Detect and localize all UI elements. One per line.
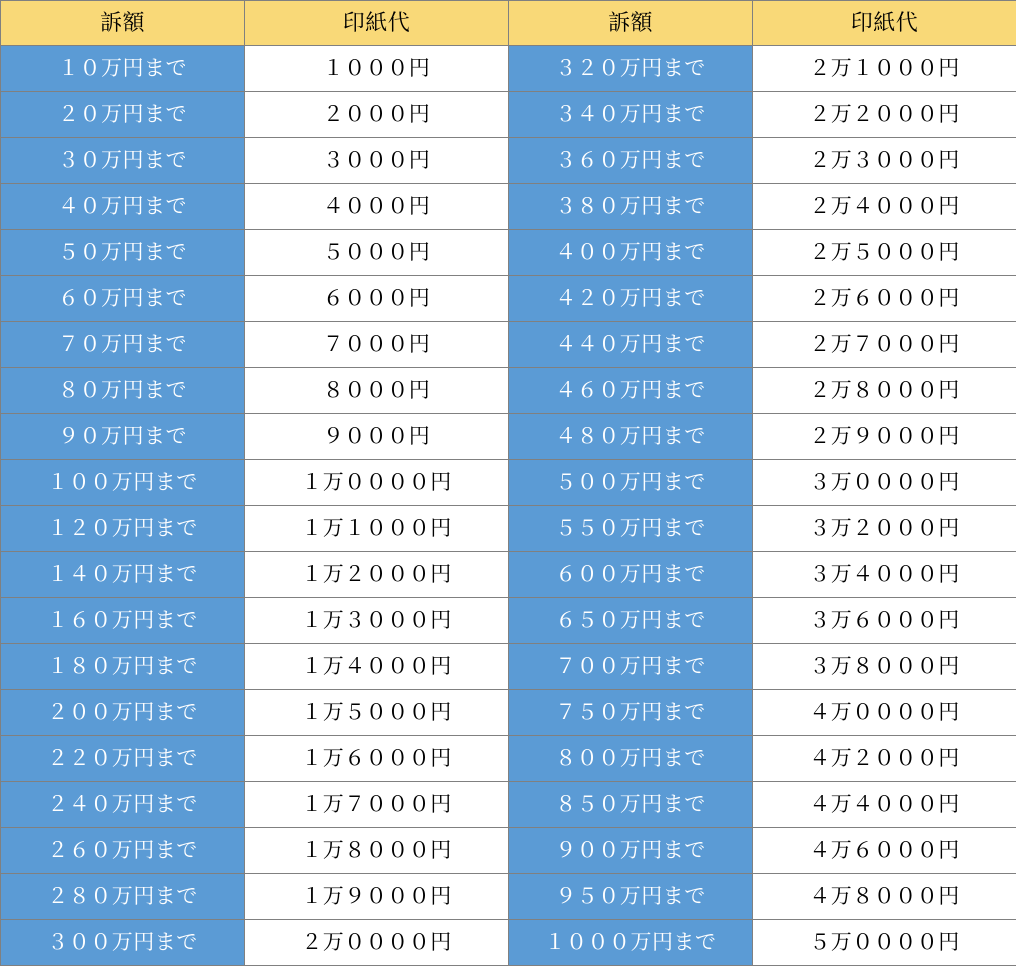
cell-amount-left: １００万円まで	[1, 460, 245, 506]
cell-fee-left: ３０００円	[245, 138, 509, 184]
cell-amount-right: ９００万円まで	[509, 828, 753, 874]
cell-amount-left: ３０万円まで	[1, 138, 245, 184]
cell-amount-right: １０００万円まで	[509, 920, 753, 966]
cell-fee-right: ２万９０００円	[753, 414, 1016, 460]
cell-fee-right: ４万６０００円	[753, 828, 1016, 874]
cell-amount-right: ５５０万円まで	[509, 506, 753, 552]
table-row	[1, 644, 1016, 690]
cell-fee-left: １万８０００円	[245, 828, 509, 874]
cell-fee-left: １０００円	[245, 46, 509, 92]
cell-amount-right: ７００万円まで	[509, 644, 753, 690]
cell-fee-right: ２万２０００円	[753, 92, 1016, 138]
cell-amount-right: ３４０万円まで	[509, 92, 753, 138]
table-header-row	[1, 1, 1016, 46]
cell-fee-left: １万４０００円	[245, 644, 509, 690]
cell-amount-right: ６５０万円まで	[509, 598, 753, 644]
cell-amount-left: １６０万円まで	[1, 598, 245, 644]
cell-fee-right: ４万８０００円	[753, 874, 1016, 920]
table-row	[1, 322, 1016, 368]
cell-fee-right: ２万３０００円	[753, 138, 1016, 184]
cell-fee-right: ３万６０００円	[753, 598, 1016, 644]
cell-amount-left: ２２０万円まで	[1, 736, 245, 782]
table-row	[1, 184, 1016, 230]
cell-amount-left: ２００万円まで	[1, 690, 245, 736]
table-row	[1, 276, 1016, 322]
cell-fee-right: ２万６０００円	[753, 276, 1016, 322]
cell-amount-right: ３２０万円まで	[509, 46, 753, 92]
cell-fee-left: １万７０００円	[245, 782, 509, 828]
cell-amount-right: ５００万円まで	[509, 460, 753, 506]
cell-amount-right: ６００万円まで	[509, 552, 753, 598]
cell-fee-right: ３万００００円	[753, 460, 1016, 506]
table-body	[1, 46, 1016, 966]
table-row	[1, 828, 1016, 874]
cell-amount-left: ２０万円まで	[1, 92, 245, 138]
table-row	[1, 782, 1016, 828]
cell-fee-left: １万６０００円	[245, 736, 509, 782]
cell-fee-left: １万１０００円	[245, 506, 509, 552]
cell-fee-right: ２万５０００円	[753, 230, 1016, 276]
table-row	[1, 920, 1016, 966]
cell-amount-right: ４８０万円まで	[509, 414, 753, 460]
cell-amount-right: ４００万円まで	[509, 230, 753, 276]
cell-fee-right: ２万４０００円	[753, 184, 1016, 230]
cell-amount-left: ６０万円まで	[1, 276, 245, 322]
cell-amount-left: １０万円まで	[1, 46, 245, 92]
table-row	[1, 460, 1016, 506]
cell-amount-right: ４４０万円まで	[509, 322, 753, 368]
table-row	[1, 230, 1016, 276]
table-row	[1, 368, 1016, 414]
cell-amount-right: ７５０万円まで	[509, 690, 753, 736]
cell-fee-left: １万２０００円	[245, 552, 509, 598]
cell-fee-right: ４万２０００円	[753, 736, 1016, 782]
cell-amount-right: ４６０万円まで	[509, 368, 753, 414]
cell-amount-left: ２８０万円まで	[1, 874, 245, 920]
cell-fee-right: ３万８０００円	[753, 644, 1016, 690]
table-row	[1, 552, 1016, 598]
cell-amount-left: ７０万円まで	[1, 322, 245, 368]
table-row	[1, 46, 1016, 92]
cell-amount-left: １２０万円まで	[1, 506, 245, 552]
cell-fee-left: １万００００円	[245, 460, 509, 506]
cell-amount-right: ９５０万円まで	[509, 874, 753, 920]
cell-fee-right: ２万８０００円	[753, 368, 1016, 414]
cell-amount-left: ５０万円まで	[1, 230, 245, 276]
cell-amount-right: ３６０万円まで	[509, 138, 753, 184]
cell-fee-left: ９０００円	[245, 414, 509, 460]
cell-fee-right: ５万００００円	[753, 920, 1016, 966]
header-cell-amount-left: 訴額	[1, 1, 245, 46]
table-row	[1, 690, 1016, 736]
table-row	[1, 414, 1016, 460]
cell-amount-left: ４０万円まで	[1, 184, 245, 230]
table-row	[1, 506, 1016, 552]
cell-fee-left: １万５０００円	[245, 690, 509, 736]
table-row	[1, 138, 1016, 184]
table-row	[1, 736, 1016, 782]
cell-amount-right: ４２０万円まで	[509, 276, 753, 322]
table-row	[1, 874, 1016, 920]
cell-fee-right: ４万００００円	[753, 690, 1016, 736]
cell-fee-left: ８０００円	[245, 368, 509, 414]
cell-fee-left: ７０００円	[245, 322, 509, 368]
table-header	[1, 1, 1016, 46]
cell-fee-right: ２万１０００円	[753, 46, 1016, 92]
cell-fee-left: ５０００円	[245, 230, 509, 276]
cell-fee-left: ２０００円	[245, 92, 509, 138]
cell-fee-right: ３万４０００円	[753, 552, 1016, 598]
cell-fee-left: ２万００００円	[245, 920, 509, 966]
cell-amount-right: ８００万円まで	[509, 736, 753, 782]
cell-fee-left: ４０００円	[245, 184, 509, 230]
table-row	[1, 92, 1016, 138]
cell-amount-right: ８５０万円まで	[509, 782, 753, 828]
header-cell-amount-right: 訴額	[509, 1, 753, 46]
cell-amount-left: ８０万円まで	[1, 368, 245, 414]
cell-fee-right: ４万４０００円	[753, 782, 1016, 828]
table-row	[1, 598, 1016, 644]
cell-amount-left: ３００万円まで	[1, 920, 245, 966]
cell-fee-left: １万９０００円	[245, 874, 509, 920]
cell-amount-right: ３８０万円まで	[509, 184, 753, 230]
cell-amount-left: ９０万円まで	[1, 414, 245, 460]
cell-fee-left: ６０００円	[245, 276, 509, 322]
header-cell-fee-right: 印紙代	[753, 1, 1016, 46]
cell-amount-left: １８０万円まで	[1, 644, 245, 690]
cell-amount-left: １４０万円まで	[1, 552, 245, 598]
header-cell-fee-left: 印紙代	[245, 1, 509, 46]
cell-amount-left: ２６０万円まで	[1, 828, 245, 874]
cell-fee-left: １万３０００円	[245, 598, 509, 644]
cell-fee-right: ３万２０００円	[753, 506, 1016, 552]
cell-fee-right: ２万７０００円	[753, 322, 1016, 368]
cell-amount-left: ２４０万円まで	[1, 782, 245, 828]
